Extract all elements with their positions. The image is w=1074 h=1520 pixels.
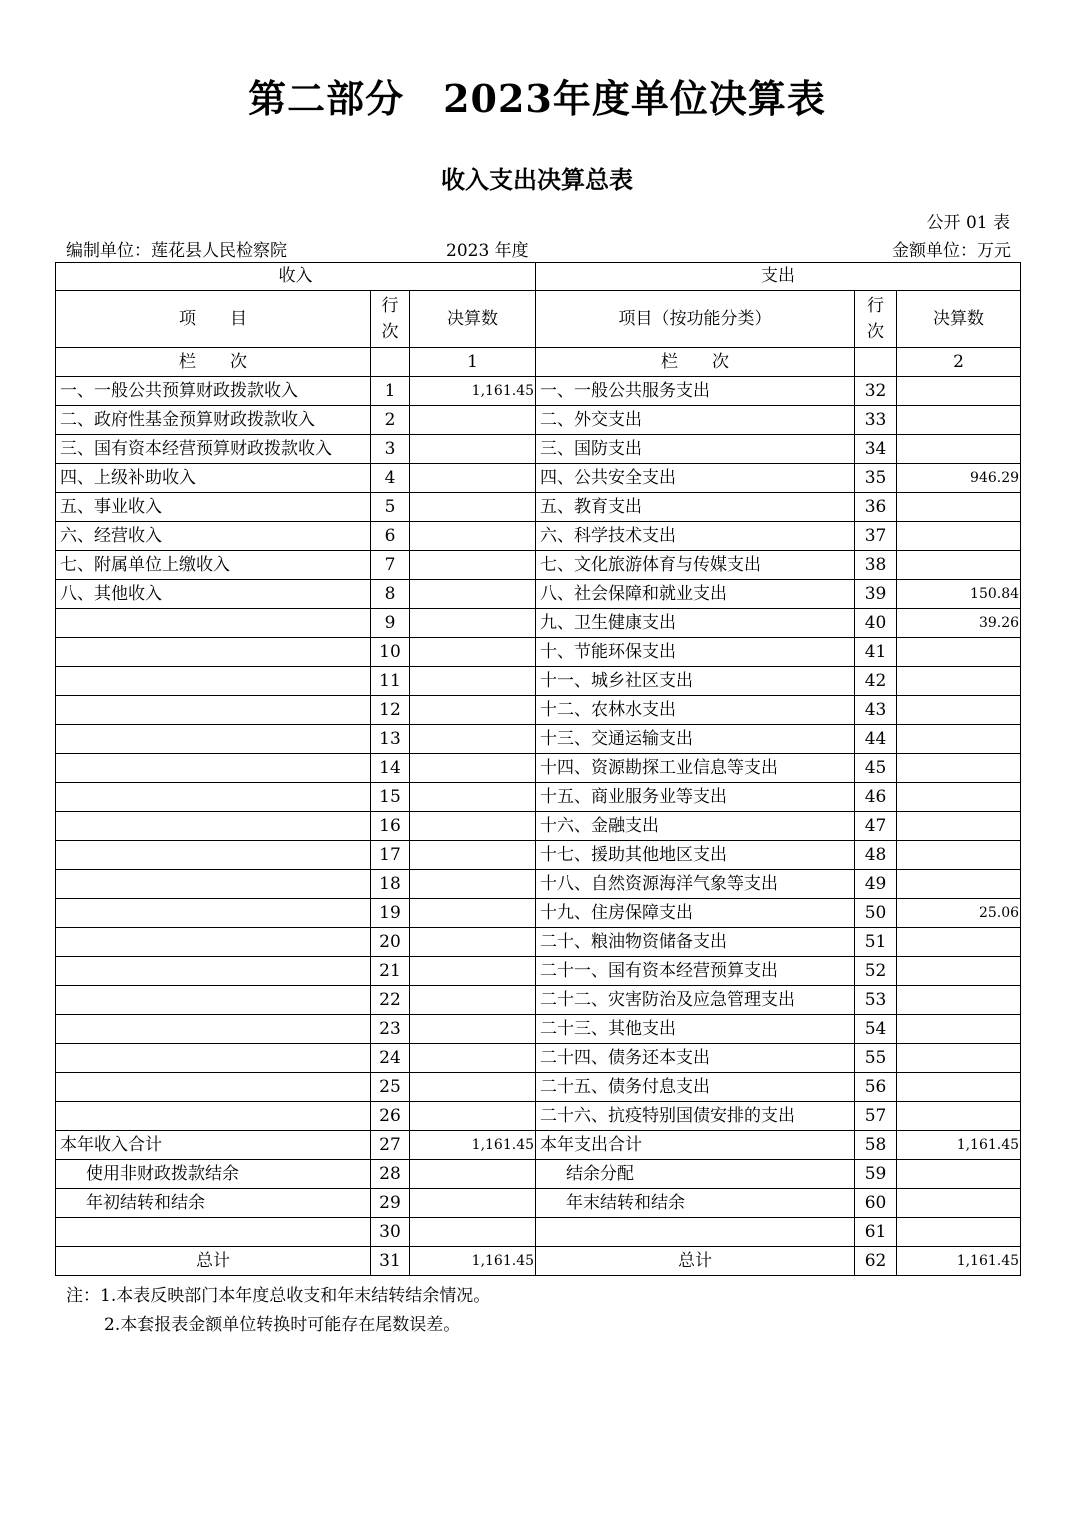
income-amount bbox=[410, 957, 536, 986]
expense-amount bbox=[897, 667, 1021, 696]
money-unit: 金额单位：万元 bbox=[892, 241, 1011, 261]
income-item bbox=[56, 1102, 371, 1131]
table-row bbox=[56, 957, 1021, 986]
expense-amount: 150.84 bbox=[897, 580, 1021, 609]
income-amount bbox=[410, 406, 536, 435]
expense-amount bbox=[897, 638, 1021, 667]
income-item bbox=[56, 957, 371, 986]
expense-item: 十九、住房保障支出 bbox=[536, 899, 855, 928]
expense-amount bbox=[897, 1015, 1021, 1044]
income-item: 六、经营收入 bbox=[56, 522, 371, 551]
table-row bbox=[56, 899, 1021, 928]
expense-item: 十七、援助其他地区支出 bbox=[536, 841, 855, 870]
table-row bbox=[56, 1073, 1021, 1102]
form-number: 公开 01 表 bbox=[926, 213, 1010, 233]
expense-amount: 25.06 bbox=[897, 899, 1021, 928]
income-item: 年初结转和结余 bbox=[56, 1189, 371, 1218]
table-row bbox=[56, 1131, 1021, 1160]
expense-row-no: 43 bbox=[855, 696, 897, 725]
income-row-no: 10 bbox=[371, 638, 410, 667]
meta-row bbox=[66, 236, 1011, 260]
expense-row-no: 48 bbox=[855, 841, 897, 870]
expense-item: 二十、粮油物资储备支出 bbox=[536, 928, 855, 957]
expense-item: 二十二、灾害防治及应急管理支出 bbox=[536, 986, 855, 1015]
expense-amount: 1,161.45 bbox=[897, 1131, 1021, 1160]
expense-amount bbox=[897, 870, 1021, 899]
expense-row-no: 41 bbox=[855, 638, 897, 667]
expense-row-no: 56 bbox=[855, 1073, 897, 1102]
income-amount bbox=[410, 638, 536, 667]
expense-header: 支出 bbox=[536, 263, 1021, 291]
income-item: 八、其他收入 bbox=[56, 580, 371, 609]
table-row bbox=[56, 1160, 1021, 1189]
income-row-no: 30 bbox=[371, 1218, 410, 1247]
compiling-unit: 编制单位：莲花县人民检察院 bbox=[66, 241, 287, 261]
expense-amount bbox=[897, 957, 1021, 986]
amount-header: 决算数 bbox=[410, 291, 536, 348]
table-title: 收入支出决算总表 bbox=[441, 165, 633, 194]
income-row-no: 11 bbox=[371, 667, 410, 696]
table-row bbox=[56, 464, 1021, 493]
expense-row-no: 34 bbox=[855, 435, 897, 464]
income-row-no: 14 bbox=[371, 754, 410, 783]
table-row bbox=[56, 377, 1021, 406]
expense-amount bbox=[897, 493, 1021, 522]
expense-row-no: 61 bbox=[855, 1218, 897, 1247]
table-row bbox=[56, 696, 1021, 725]
income-amount bbox=[410, 928, 536, 957]
table-row bbox=[56, 812, 1021, 841]
income-amount bbox=[410, 1102, 536, 1131]
table-row bbox=[56, 725, 1021, 754]
column-index-1: 1 bbox=[410, 348, 536, 377]
income-row-no: 27 bbox=[371, 1131, 410, 1160]
expense-item: 二、外交支出 bbox=[536, 406, 855, 435]
income-item bbox=[56, 899, 371, 928]
expense-amount bbox=[897, 1189, 1021, 1218]
expense-row-no: 35 bbox=[855, 464, 897, 493]
income-amount bbox=[410, 609, 536, 638]
income-row-no: 28 bbox=[371, 1160, 410, 1189]
table-row bbox=[56, 841, 1021, 870]
income-row-no: 17 bbox=[371, 841, 410, 870]
income-item bbox=[56, 870, 371, 899]
expense-amount bbox=[897, 696, 1021, 725]
table-row bbox=[56, 1102, 1021, 1131]
table-row bbox=[56, 406, 1021, 435]
expense-row-no: 39 bbox=[855, 580, 897, 609]
expense-amount bbox=[897, 522, 1021, 551]
budget-table bbox=[55, 262, 1021, 1276]
table-row bbox=[56, 928, 1021, 957]
expense-item: 十五、商业服务业等支出 bbox=[536, 783, 855, 812]
expense-row-no: 36 bbox=[855, 493, 897, 522]
expense-item bbox=[536, 1218, 855, 1247]
expense-row-no: 37 bbox=[855, 522, 897, 551]
income-item: 一、一般公共预算财政拨款收入 bbox=[56, 377, 371, 406]
table-row bbox=[56, 667, 1021, 696]
expense-item: 十二、农林水支出 bbox=[536, 696, 855, 725]
income-item bbox=[56, 638, 371, 667]
table-row bbox=[56, 986, 1021, 1015]
income-item bbox=[56, 1015, 371, 1044]
expense-amount bbox=[897, 783, 1021, 812]
expense-amount: 39.26 bbox=[897, 609, 1021, 638]
table-row bbox=[56, 1044, 1021, 1073]
income-amount bbox=[410, 1160, 536, 1189]
income-row-no: 12 bbox=[371, 696, 410, 725]
section-header-row bbox=[56, 263, 1021, 291]
income-item bbox=[56, 667, 371, 696]
income-row-no: 3 bbox=[371, 435, 410, 464]
income-row-no: 25 bbox=[371, 1073, 410, 1102]
income-item: 七、附属单位上缴收入 bbox=[56, 551, 371, 580]
expense-row-no: 40 bbox=[855, 609, 897, 638]
expense-row-no: 57 bbox=[855, 1102, 897, 1131]
income-row-no: 31 bbox=[371, 1247, 410, 1276]
expense-item: 四、公共安全支出 bbox=[536, 464, 855, 493]
expense-row-no: 49 bbox=[855, 870, 897, 899]
income-row-no: 13 bbox=[371, 725, 410, 754]
income-amount bbox=[410, 899, 536, 928]
fiscal-year: 2023 年度 bbox=[446, 241, 529, 261]
expense-item: 十八、自然资源海洋气象等支出 bbox=[536, 870, 855, 899]
expense-row-no: 50 bbox=[855, 899, 897, 928]
income-item: 五、事业收入 bbox=[56, 493, 371, 522]
income-item bbox=[56, 986, 371, 1015]
expense-amount bbox=[897, 928, 1021, 957]
income-item bbox=[56, 841, 371, 870]
table-row bbox=[56, 580, 1021, 609]
expense-amount bbox=[897, 1160, 1021, 1189]
expense-item: 二十一、国有资本经营预算支出 bbox=[536, 957, 855, 986]
expense-row-no: 42 bbox=[855, 667, 897, 696]
note-2: 2.本套报表金额单位转换时可能存在尾数误差。 bbox=[104, 1315, 461, 1335]
income-amount bbox=[410, 1073, 536, 1102]
expense-amount bbox=[897, 812, 1021, 841]
income-row-no: 21 bbox=[371, 957, 410, 986]
expense-item: 十一、城乡社区支出 bbox=[536, 667, 855, 696]
expense-item: 三、国防支出 bbox=[536, 435, 855, 464]
expense-amount bbox=[897, 435, 1021, 464]
income-amount bbox=[410, 1015, 536, 1044]
income-item bbox=[56, 928, 371, 957]
expense-row-no: 58 bbox=[855, 1131, 897, 1160]
expense-item: 一、一般公共服务支出 bbox=[536, 377, 855, 406]
income-row-no: 20 bbox=[371, 928, 410, 957]
note-1: 注：1.本表反映部门本年度总收支和年末结转结余情况。 bbox=[66, 1286, 491, 1306]
expense-item: 年末结转和结余 bbox=[536, 1189, 855, 1218]
income-row-no: 4 bbox=[371, 464, 410, 493]
column-header-row bbox=[56, 291, 1021, 348]
income-amount bbox=[410, 841, 536, 870]
expense-row-no: 55 bbox=[855, 1044, 897, 1073]
row-no-header: 行次 bbox=[855, 291, 897, 348]
income-item: 四、上级补助收入 bbox=[56, 464, 371, 493]
table-row bbox=[56, 1247, 1021, 1276]
expense-amount bbox=[897, 1044, 1021, 1073]
row-no-header: 行次 bbox=[371, 291, 410, 348]
expense-row-no: 53 bbox=[855, 986, 897, 1015]
expense-amount bbox=[897, 1102, 1021, 1131]
table-row bbox=[56, 1218, 1021, 1247]
expense-row-no: 45 bbox=[855, 754, 897, 783]
empty-cell bbox=[371, 348, 410, 377]
income-row-no: 1 bbox=[371, 377, 410, 406]
income-amount bbox=[410, 522, 536, 551]
expense-item: 八、社会保障和就业支出 bbox=[536, 580, 855, 609]
page-title: 第二部分 2023年度单位决算表 bbox=[248, 76, 826, 121]
income-item bbox=[56, 1044, 371, 1073]
income-amount: 1,161.45 bbox=[410, 1131, 536, 1160]
item-header: 项 目 bbox=[56, 291, 371, 348]
income-amount bbox=[410, 1189, 536, 1218]
income-item: 使用非财政拨款结余 bbox=[56, 1160, 371, 1189]
expense-row-no: 47 bbox=[855, 812, 897, 841]
income-amount bbox=[410, 493, 536, 522]
income-amount bbox=[410, 464, 536, 493]
income-item bbox=[56, 1218, 371, 1247]
expense-item: 十六、金融支出 bbox=[536, 812, 855, 841]
expense-item: 结余分配 bbox=[536, 1160, 855, 1189]
income-row-no: 9 bbox=[371, 609, 410, 638]
table-row bbox=[56, 870, 1021, 899]
income-amount bbox=[410, 1218, 536, 1247]
income-item bbox=[56, 1073, 371, 1102]
expense-row-no: 62 bbox=[855, 1247, 897, 1276]
income-amount bbox=[410, 667, 536, 696]
income-item bbox=[56, 725, 371, 754]
table-row bbox=[56, 1189, 1021, 1218]
income-row-no: 5 bbox=[371, 493, 410, 522]
table-row bbox=[56, 522, 1021, 551]
table-row bbox=[56, 609, 1021, 638]
income-item bbox=[56, 609, 371, 638]
income-row-no: 15 bbox=[371, 783, 410, 812]
income-amount bbox=[410, 754, 536, 783]
income-amount bbox=[410, 725, 536, 754]
income-amount bbox=[410, 435, 536, 464]
item-func-header: 项目（按功能分类） bbox=[536, 291, 855, 348]
expense-item: 十三、交通运输支出 bbox=[536, 725, 855, 754]
income-amount bbox=[410, 812, 536, 841]
income-item bbox=[56, 696, 371, 725]
expense-amount bbox=[897, 406, 1021, 435]
table-row bbox=[56, 638, 1021, 667]
expense-amount: 1,161.45 bbox=[897, 1247, 1021, 1276]
income-row-no: 18 bbox=[371, 870, 410, 899]
expense-row-no: 46 bbox=[855, 783, 897, 812]
table-row bbox=[56, 783, 1021, 812]
column-index-2: 2 bbox=[897, 348, 1021, 377]
expense-item: 九、卫生健康支出 bbox=[536, 609, 855, 638]
table-row bbox=[56, 1015, 1021, 1044]
column-label: 栏 次 bbox=[536, 348, 855, 377]
expense-item: 总计 bbox=[536, 1247, 855, 1276]
income-item bbox=[56, 783, 371, 812]
income-row-no: 8 bbox=[371, 580, 410, 609]
income-row-no: 7 bbox=[371, 551, 410, 580]
expense-item: 二十五、债务付息支出 bbox=[536, 1073, 855, 1102]
income-row-no: 26 bbox=[371, 1102, 410, 1131]
expense-item: 七、文化旅游体育与传媒支出 bbox=[536, 551, 855, 580]
expense-row-no: 60 bbox=[855, 1189, 897, 1218]
income-amount bbox=[410, 580, 536, 609]
expense-item: 五、教育支出 bbox=[536, 493, 855, 522]
expense-row-no: 59 bbox=[855, 1160, 897, 1189]
column-label: 栏 次 bbox=[56, 348, 371, 377]
expense-row-no: 54 bbox=[855, 1015, 897, 1044]
income-amount bbox=[410, 551, 536, 580]
income-amount bbox=[410, 696, 536, 725]
expense-amount bbox=[897, 551, 1021, 580]
income-amount bbox=[410, 783, 536, 812]
income-item: 二、政府性基金预算财政拨款收入 bbox=[56, 406, 371, 435]
income-amount bbox=[410, 870, 536, 899]
income-row-no: 22 bbox=[371, 986, 410, 1015]
table-row bbox=[56, 551, 1021, 580]
income-item bbox=[56, 754, 371, 783]
amount-header: 决算数 bbox=[897, 291, 1021, 348]
income-row-no: 19 bbox=[371, 899, 410, 928]
income-amount: 1,161.45 bbox=[410, 377, 536, 406]
table-row bbox=[56, 754, 1021, 783]
expense-item: 二十三、其他支出 bbox=[536, 1015, 855, 1044]
expense-row-no: 38 bbox=[855, 551, 897, 580]
income-row-no: 6 bbox=[371, 522, 410, 551]
expense-item: 本年支出合计 bbox=[536, 1131, 855, 1160]
income-item: 三、国有资本经营预算财政拨款收入 bbox=[56, 435, 371, 464]
income-amount bbox=[410, 1044, 536, 1073]
expense-amount bbox=[897, 377, 1021, 406]
expense-amount: 946.29 bbox=[897, 464, 1021, 493]
income-row-no: 29 bbox=[371, 1189, 410, 1218]
expense-row-no: 32 bbox=[855, 377, 897, 406]
expense-amount bbox=[897, 841, 1021, 870]
expense-row-no: 51 bbox=[855, 928, 897, 957]
income-row-no: 24 bbox=[371, 1044, 410, 1073]
empty-cell bbox=[855, 348, 897, 377]
income-row-no: 2 bbox=[371, 406, 410, 435]
income-amount bbox=[410, 986, 536, 1015]
expense-amount bbox=[897, 754, 1021, 783]
income-row-no: 16 bbox=[371, 812, 410, 841]
expense-item: 十、节能环保支出 bbox=[536, 638, 855, 667]
expense-row-no: 33 bbox=[855, 406, 897, 435]
expense-item: 六、科学技术支出 bbox=[536, 522, 855, 551]
income-item: 总计 bbox=[56, 1247, 371, 1276]
expense-amount bbox=[897, 1073, 1021, 1102]
notes bbox=[66, 1282, 490, 1340]
income-item: 本年收入合计 bbox=[56, 1131, 371, 1160]
expense-amount bbox=[897, 986, 1021, 1015]
income-amount: 1,161.45 bbox=[410, 1247, 536, 1276]
expense-item: 二十六、抗疫特别国债安排的支出 bbox=[536, 1102, 855, 1131]
table-row bbox=[56, 435, 1021, 464]
income-item bbox=[56, 812, 371, 841]
expense-item: 二十四、债务还本支出 bbox=[536, 1044, 855, 1073]
column-index-row bbox=[56, 348, 1021, 377]
table-row bbox=[56, 493, 1021, 522]
expense-amount bbox=[897, 725, 1021, 754]
income-header: 收入 bbox=[56, 263, 536, 291]
income-row-no: 23 bbox=[371, 1015, 410, 1044]
expense-amount bbox=[897, 1218, 1021, 1247]
expense-row-no: 44 bbox=[855, 725, 897, 754]
expense-row-no: 52 bbox=[855, 957, 897, 986]
expense-item: 十四、资源勘探工业信息等支出 bbox=[536, 754, 855, 783]
